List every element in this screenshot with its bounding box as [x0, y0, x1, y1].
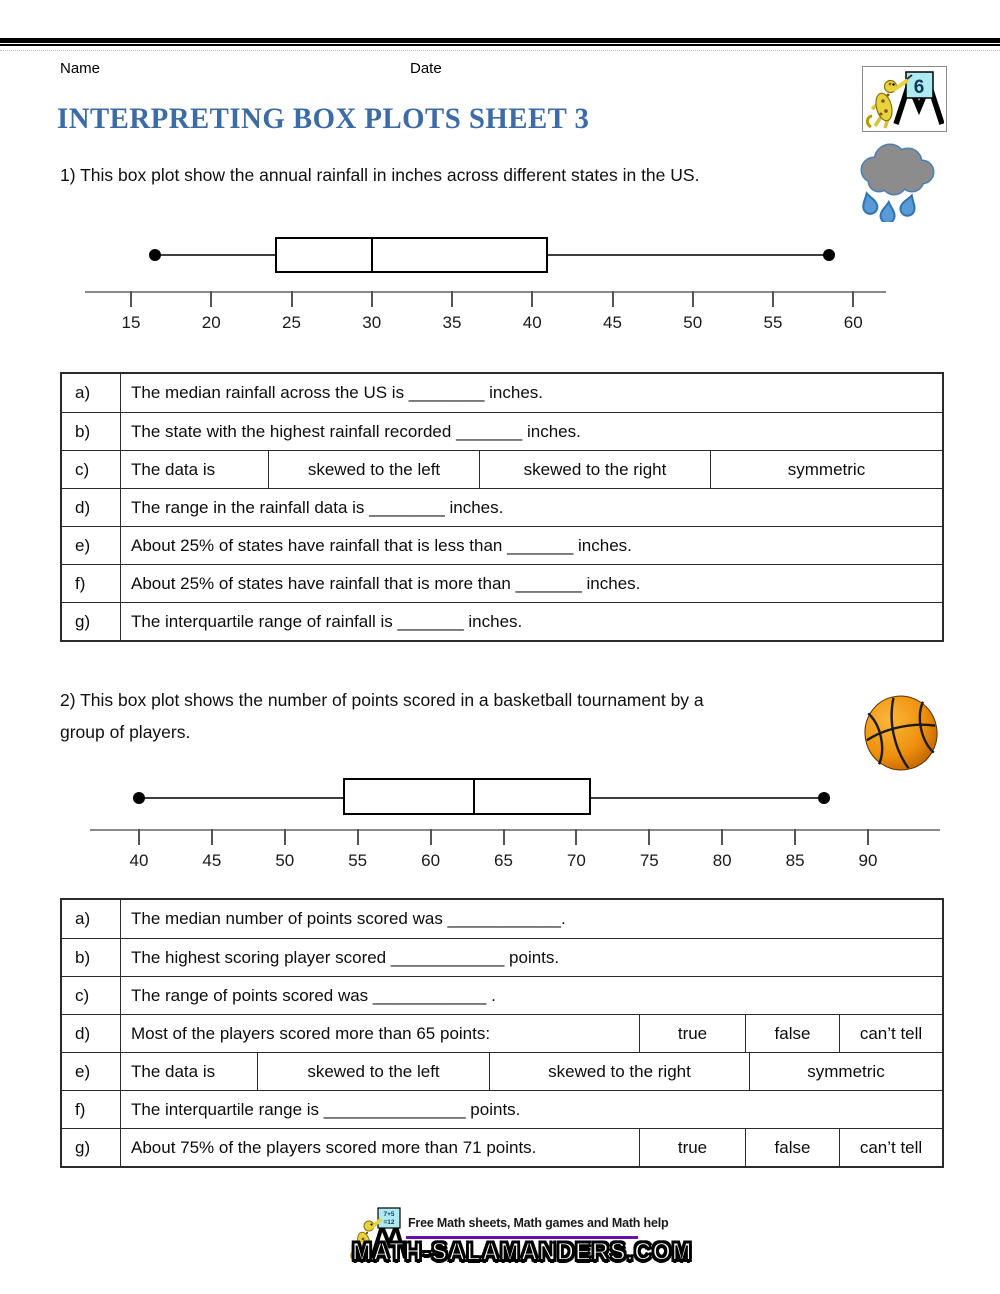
- choice-true[interactable]: true: [639, 1015, 745, 1052]
- axis-tick: [284, 829, 286, 845]
- name-label: Name: [60, 60, 101, 77]
- axis-tick: [357, 829, 359, 845]
- tick-label: 30: [362, 313, 382, 332]
- axis-line: [90, 829, 940, 831]
- table-row: [62, 1128, 942, 1166]
- table-row: [62, 526, 942, 564]
- basketball-icon: [860, 694, 942, 777]
- question-text: About 25% of states have rainfall that is more than _______ inches.: [120, 565, 942, 602]
- table-row: [62, 412, 942, 450]
- axis-tick: [867, 829, 869, 845]
- tick-label: 65: [494, 851, 513, 870]
- table-row: [62, 602, 942, 640]
- table-row: [62, 1014, 942, 1052]
- footer-site-link[interactable]: MATH-SALAMANDERS.COM: [352, 1238, 693, 1266]
- tick-label: 20: [201, 313, 221, 332]
- footer-tagline: Free Math sheets, Math games and Math help: [408, 1216, 669, 1230]
- row-label: g): [75, 1137, 91, 1157]
- question-text: The interquartile range is _______________ points.: [120, 1091, 942, 1128]
- question-text: The range of points scored was ____________ .: [120, 977, 942, 1014]
- tick-label: 45: [202, 851, 222, 870]
- table-row: [62, 1090, 942, 1128]
- q2-answer-table: [60, 898, 944, 1168]
- row-label: a): [75, 909, 91, 928]
- boxplot-rainfall: [0, 225, 1000, 350]
- choice-symmetric[interactable]: symmetric: [749, 1053, 942, 1090]
- footer-card-line1: 7+5: [383, 1211, 395, 1218]
- whisker-line: [139, 797, 343, 799]
- choice-skewed-left[interactable]: skewed to the left: [257, 1053, 489, 1090]
- axis-line: [85, 291, 886, 293]
- question-text: The data is: [120, 1053, 257, 1090]
- choice-true[interactable]: true: [639, 1129, 745, 1166]
- row-label: b): [75, 947, 91, 967]
- tick-label: 80: [712, 851, 732, 870]
- axis-tick: [503, 829, 505, 845]
- question-text: The state with the highest rainfall recorded _______ inches.: [120, 413, 942, 450]
- axis-tick: [210, 291, 212, 307]
- row-label: e): [75, 535, 91, 555]
- tick-label: 55: [763, 313, 783, 332]
- row-label: f): [75, 573, 86, 593]
- top-divider-dotted: [0, 50, 1000, 51]
- row-label: g): [75, 611, 91, 631]
- axis-tick: [138, 829, 140, 845]
- axis-tick: [575, 829, 577, 845]
- axis-tick: [430, 829, 432, 845]
- row-label: a): [75, 383, 91, 402]
- axis-tick: [531, 291, 533, 307]
- whisker-end-dot: [133, 792, 145, 804]
- median-line: [371, 239, 373, 271]
- table-row: [62, 564, 942, 602]
- axis-tick: [291, 291, 293, 307]
- tick-label: 70: [566, 851, 586, 870]
- table-row: [62, 374, 942, 412]
- question-text: The interquartile range of rainfall is _______ inches.: [120, 603, 942, 640]
- row-label: f): [75, 1099, 86, 1119]
- table-row: [62, 900, 942, 938]
- table-row: [62, 488, 942, 526]
- badge-number: 6: [913, 77, 925, 98]
- table-row: [62, 976, 942, 1014]
- axis-tick: [852, 291, 854, 307]
- tick-label: 25: [282, 313, 301, 332]
- whisker-end-dot: [818, 792, 830, 804]
- question-text: The range in the rainfall data is ________ inches.: [120, 489, 942, 526]
- row-label: d): [75, 497, 91, 517]
- boxplot-basketball: [0, 770, 1000, 880]
- axis-tick: [794, 829, 796, 845]
- date-label: Date: [410, 60, 442, 77]
- row-label: e): [75, 1061, 91, 1081]
- question-text: The median rainfall across the US is ________ inches.: [120, 374, 942, 412]
- question-text: The data is: [120, 451, 268, 488]
- salamander-badge-icon: [863, 67, 944, 129]
- row-label: c): [75, 459, 90, 479]
- question-text: About 75% of the players scored more than 71 points.: [120, 1129, 639, 1166]
- top-divider: [0, 38, 1000, 43]
- tick-label: 35: [442, 313, 462, 332]
- question-text: The median number of points scored was ____________.: [120, 900, 942, 938]
- row-label: c): [75, 985, 90, 1005]
- table-row: [62, 450, 942, 488]
- question-text: The highest scoring player scored ____________ points.: [120, 939, 942, 976]
- tick-label: 40: [129, 851, 149, 870]
- tick-label: 15: [121, 313, 141, 332]
- salamander-badge: [862, 66, 947, 132]
- whisker-line: [155, 254, 275, 256]
- tick-label: 75: [639, 851, 659, 870]
- q2-prompt-line1: 2) This box plot shows the number of points scored in a basketball tournament by a: [60, 690, 704, 710]
- axis-tick: [130, 291, 132, 307]
- choice-cant-tell[interactable]: can’t tell: [839, 1015, 942, 1052]
- table-row: [62, 1052, 942, 1090]
- q1-answer-table: [60, 372, 944, 642]
- question-text: About 25% of states have rainfall that is less than _______ inches.: [120, 527, 942, 564]
- choice-skewed-right[interactable]: skewed to the right: [489, 1053, 749, 1090]
- choice-cant-tell[interactable]: can’t tell: [839, 1129, 942, 1166]
- footer-card-line2: =12: [383, 1219, 395, 1226]
- box: [275, 237, 548, 273]
- axis-tick: [721, 829, 723, 845]
- median-line: [473, 780, 475, 813]
- tick-label: 55: [348, 851, 368, 870]
- q1-prompt: 1) This box plot show the annual rainfall in inches across different states in the US.: [60, 165, 700, 185]
- question-text: Most of the players scored more than 65 points:: [120, 1015, 639, 1052]
- choice-false[interactable]: false: [745, 1015, 839, 1052]
- tick-label: 85: [785, 851, 805, 870]
- choice-symmetric[interactable]: symmetric: [710, 451, 942, 488]
- tick-label: 50: [275, 851, 295, 870]
- table-row: [62, 938, 942, 976]
- axis-tick: [211, 829, 213, 845]
- top-divider-thin: [0, 44, 1000, 46]
- page-title: INTERPRETING BOX PLOTS SHEET 3: [57, 102, 590, 135]
- axis-tick: [451, 291, 453, 307]
- row-label: b): [75, 421, 91, 441]
- choice-skewed-right[interactable]: skewed to the right: [479, 451, 710, 488]
- whisker-line: [591, 797, 824, 799]
- box: [343, 778, 591, 815]
- row-label: d): [75, 1023, 91, 1043]
- choice-skewed-left[interactable]: skewed to the left: [268, 451, 479, 488]
- rain-cloud-icon: [854, 140, 944, 227]
- q2-prompt-line2: group of players.: [60, 722, 191, 742]
- tick-label: 45: [603, 313, 622, 332]
- tick-label: 60: [421, 851, 441, 870]
- axis-tick: [692, 291, 694, 307]
- tick-label: 40: [522, 313, 542, 332]
- tick-label: 60: [843, 313, 863, 332]
- axis-tick: [772, 291, 774, 307]
- axis-tick: [648, 829, 650, 845]
- axis-tick: [612, 291, 614, 307]
- whisker-line: [548, 254, 829, 256]
- whisker-end-dot: [823, 249, 835, 261]
- axis-tick: [371, 291, 373, 307]
- choice-false[interactable]: false: [745, 1129, 839, 1166]
- whisker-end-dot: [149, 249, 161, 261]
- tick-label: 50: [683, 313, 703, 332]
- tick-label: 90: [858, 851, 878, 870]
